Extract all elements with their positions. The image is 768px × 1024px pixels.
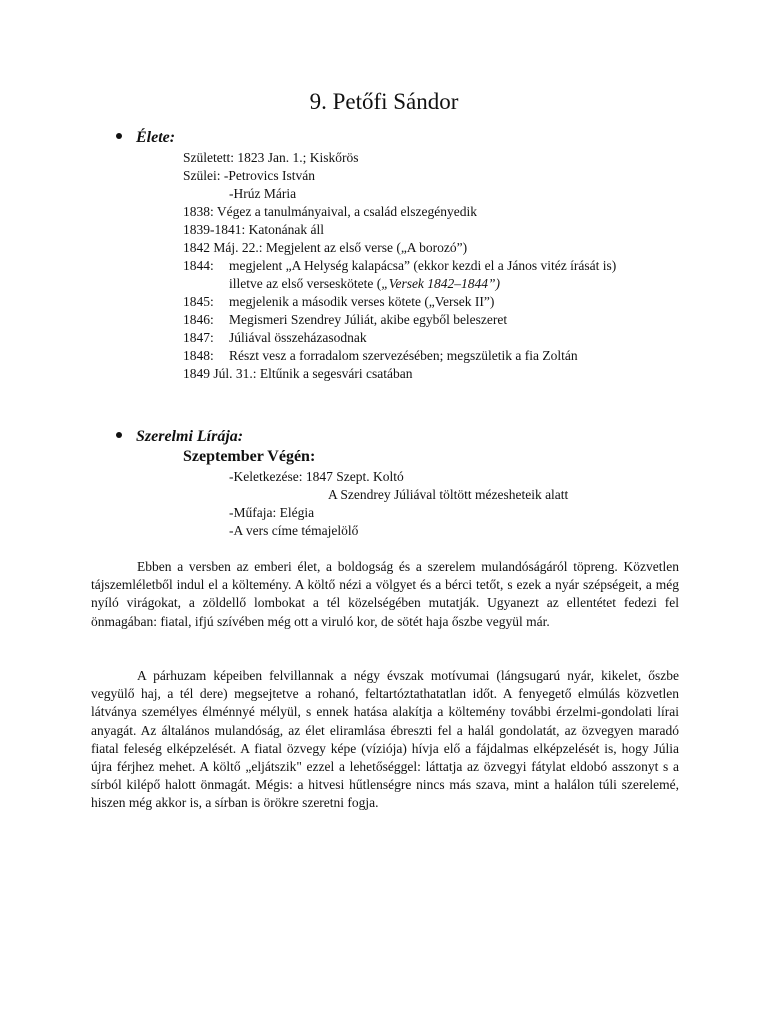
entry-year: 1844: <box>183 258 214 273</box>
timeline-entry-1845 <box>183 293 494 311</box>
section-heading-love-lyrics <box>116 427 243 447</box>
entry-text: Júliával összeházasodnak <box>229 330 367 345</box>
timeline-entry-1844 <box>183 257 616 275</box>
parent2-line: -Hrúz Mária <box>229 186 297 201</box>
genre-line: -Műfaja: Elégia <box>229 505 315 520</box>
parents-line: Szülei: -Petrovics István <box>183 168 315 183</box>
entry-year: 1847: <box>183 330 214 345</box>
body-paragraph: A párhuzam képeiben felvillannak a négy évszak motívumai (lángsugarú nyár, kikelet, őszbe vegyülő haj, a tél dere) megsejtetve a rohanó, feltartóztathatatlan időt. A fenyegető elmúlás közvetlen látványa személyes élménnyé mélyül, s ennek hatása alakítja a költemény további érzelmi-gondolati lírai anyagát. Az általános mulandóság, az élet eliramlása ébreszti fel a halál gondolatát, az özvegyen maradó fiatal feleség elképzelését. A fiatal özvegy képe (víziója) hívja elő a fájdalmas elképzelését is, hogy Júlia újra férjhez mehet. A költő „eljátszik" ezzel a lehetőséggel: láttatja az özvegyi fátylat eldobó asszonyt s a sírból kilépő halott önmagát. Mégis: a hitvesi hűtlenségre nincs más szava, mint a halálon túli szerelemé, hiszen még akkor is, a sírban is örökre szeretni fogja. <box>91 668 679 811</box>
entry-year: 1846: <box>183 312 214 327</box>
page-title: 9. Petőfi Sándor <box>309 89 459 114</box>
section-heading-label: Élete: <box>136 129 176 146</box>
origin-line: -Keletkezése: 1847 Szept. Koltó <box>229 469 404 484</box>
bullet-icon <box>116 432 122 438</box>
born-line: Született: 1823 Jan. 1.; Kiskőrös <box>183 150 359 165</box>
entry-year: 1845: <box>183 294 214 309</box>
timeline-entry-1844-cont <box>229 275 500 293</box>
entry-year: 1848: <box>183 348 214 363</box>
timeline-entry-1846 <box>183 311 507 329</box>
timeline-entry-1849: 1849 Júl. 31.: Eltűnik a segesvári csatában <box>183 366 413 381</box>
entry-text: Megismeri Szendrey Júliát, akibe egyből beleszeret <box>229 312 508 327</box>
body-paragraph: Ebben a versben az emberi élet, a boldogság és a szerelem mulandóságáról töpreng. Közvetlen tájszemléletből indul el a költemény. A költő nézi a völgyet és a bérci tetőt, s ezek a nyár szépségeit, a még nyíló virágokat, a zöldellő lombokat a tél közelségében mutatják. Ugyanezt az ellentétet fedezi fel önmagában: fiatal, ifjú szívében még ott a viruló kor, de sötét haja őszbe vegyül már. <box>91 559 679 629</box>
bullet-icon <box>116 133 122 139</box>
entry-text-italic: „Versek 1842–1844”) <box>381 276 501 291</box>
section-heading-label: Szerelmi Lírája: <box>136 428 244 445</box>
poem-title: Szeptember Végén: <box>183 448 316 465</box>
timeline-entry: 1842 Máj. 22.: Megjelent az első verse („A borozó”) <box>183 240 468 255</box>
timeline-entry-1848 <box>183 347 578 365</box>
entry-text: Részt vesz a forradalom szervezésében; megszületik a fia Zoltán <box>229 348 578 363</box>
entry-text: megjelent „A Helység kalapácsa” (ekkor kezdi el a János vitéz írását is) <box>229 258 617 273</box>
section-heading-life <box>116 128 175 148</box>
origin-detail-line: A Szendrey Júliával töltött mézesheteik alatt <box>328 487 569 502</box>
title-note-line: -A vers címe témajelölő <box>229 523 359 538</box>
timeline-entry: 1839-1841: Katonának áll <box>183 222 324 237</box>
entry-text: megjelenik a második verses kötete („Versek II”) <box>229 294 495 309</box>
entry-text: illetve az első verseskötete ( <box>229 276 382 291</box>
timeline-entry: 1838: Végez a tanulmányaival, a család elszegényedik <box>183 204 478 219</box>
timeline-entry-1847 <box>183 329 367 347</box>
